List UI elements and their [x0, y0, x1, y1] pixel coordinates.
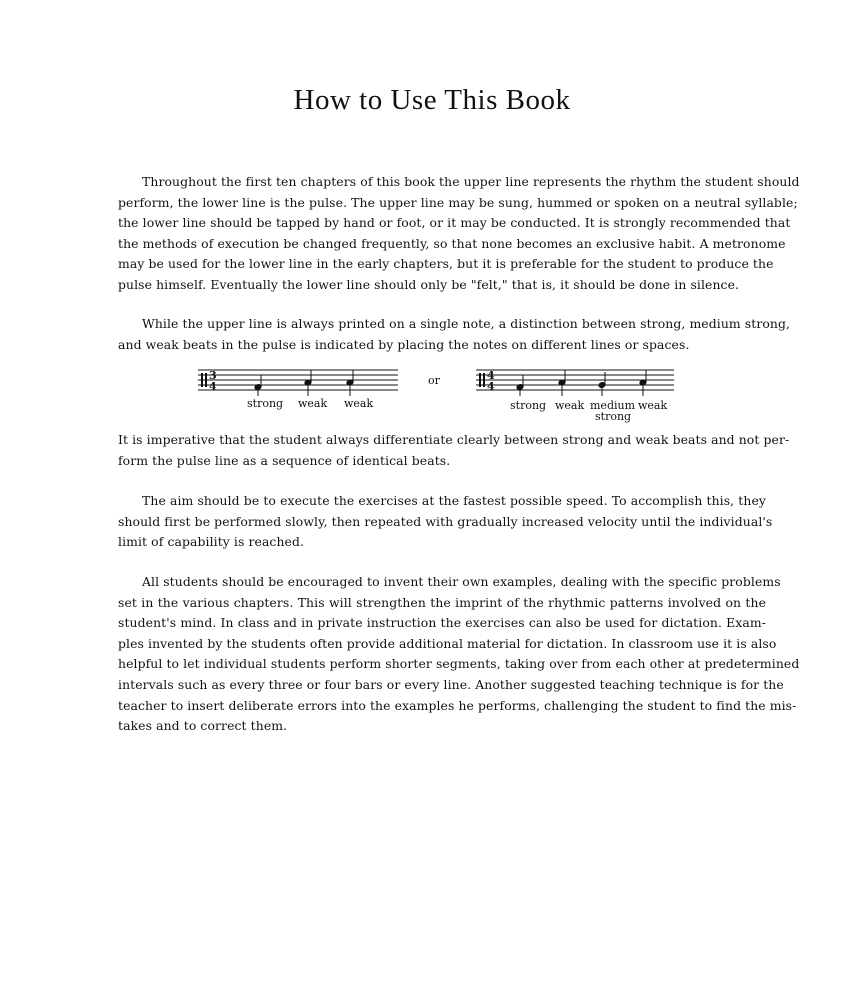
beat-sublabel: strong: [595, 410, 632, 423]
text-line: should first be performed slowly, then repeated with gradually increased velocity until the individual's: [118, 513, 773, 529]
text-line: the methods of execution be changed frequently, so that none becomes an exclusive habit. A metronome: [118, 235, 786, 251]
text-line: helpful to let individual students perform shorter segments, taking over from each other at predetermined: [118, 656, 800, 672]
pulse-example-three-four: [198, 366, 398, 396]
text-line: pulse himself. Eventually the lower line should only be "felt," that is, it should be done in silence.: [118, 276, 740, 292]
time-signature-top: 4: [487, 369, 495, 382]
staff: [198, 366, 398, 396]
text-line: ples invented by the students often provide additional material for dictation. In classroom use it is also: [118, 635, 777, 651]
text-line: While the upper line is always printed on a single note, a distinction between strong, medium strong,: [142, 316, 791, 331]
time-signature-bottom: 4: [209, 380, 217, 393]
text-line: and weak beats in the pulse is indicated by placing the notes on different lines or spaces.: [118, 336, 690, 352]
text-line: The aim should be to execute the exercises at the fastest possible speed. To accomplish this, they: [142, 493, 766, 508]
text-line: may be used for the lower line in the early chapters, but it is preferable for the student to produce the: [118, 256, 774, 272]
time-signature-top: 3: [209, 369, 217, 382]
text-line: limit of capability is reached.: [118, 534, 305, 550]
beat-label: weak: [555, 399, 585, 412]
text-line: the lower line should be tapped by hand or foot, or it may be conducted. It is strongly recommended that: [118, 215, 791, 231]
paragraph-2: [118, 314, 791, 355]
beat-label: strong: [510, 399, 547, 412]
beat-label: weak: [344, 397, 374, 410]
beat-label: weak: [638, 399, 668, 412]
beat-label: strong: [247, 397, 284, 410]
staff: [476, 366, 674, 396]
text-line: takes and to correct them.: [118, 718, 288, 734]
beat-label: medium: [590, 399, 636, 412]
page-title: How to Use This Book: [293, 84, 571, 116]
or-connector: or: [428, 374, 440, 387]
text-line: It is imperative that the student always differentiate clearly between strong and weak beats and not per-: [118, 432, 790, 447]
beat-label: weak: [298, 397, 328, 410]
text-line: intervals such as every three or four bars or every line. Another suggested teaching technique is for the: [118, 676, 784, 692]
pulse-example-four-four: [476, 366, 674, 396]
text-line: perform, the lower line is the pulse. The upper line may be sung, hummed or spoken on a neutral syllable;: [118, 194, 798, 210]
paragraph-1: [118, 172, 800, 296]
text-line: student's mind. In class and in private instruction the exercises can also be used for dictation. Exam-: [118, 615, 766, 631]
text-line: All students should be encouraged to invent their own examples, dealing with the specific problems: [142, 574, 781, 589]
paragraph-5: [118, 572, 800, 737]
text-line: Throughout the first ten chapters of this book the upper line represents the rhythm the student should: [142, 174, 800, 189]
paragraph-3: [118, 430, 790, 471]
text-line: teacher to insert deliberate errors into the examples he performs, challenging the student to find the mis-: [118, 697, 797, 713]
paragraph-4: [118, 491, 773, 553]
time-signature-bottom: 4: [487, 380, 495, 393]
text-line: set in the various chapters. This will strengthen the imprint of the rhythmic patterns involved on the: [118, 594, 766, 610]
text-line: form the pulse line as a sequence of identical beats.: [118, 452, 451, 468]
